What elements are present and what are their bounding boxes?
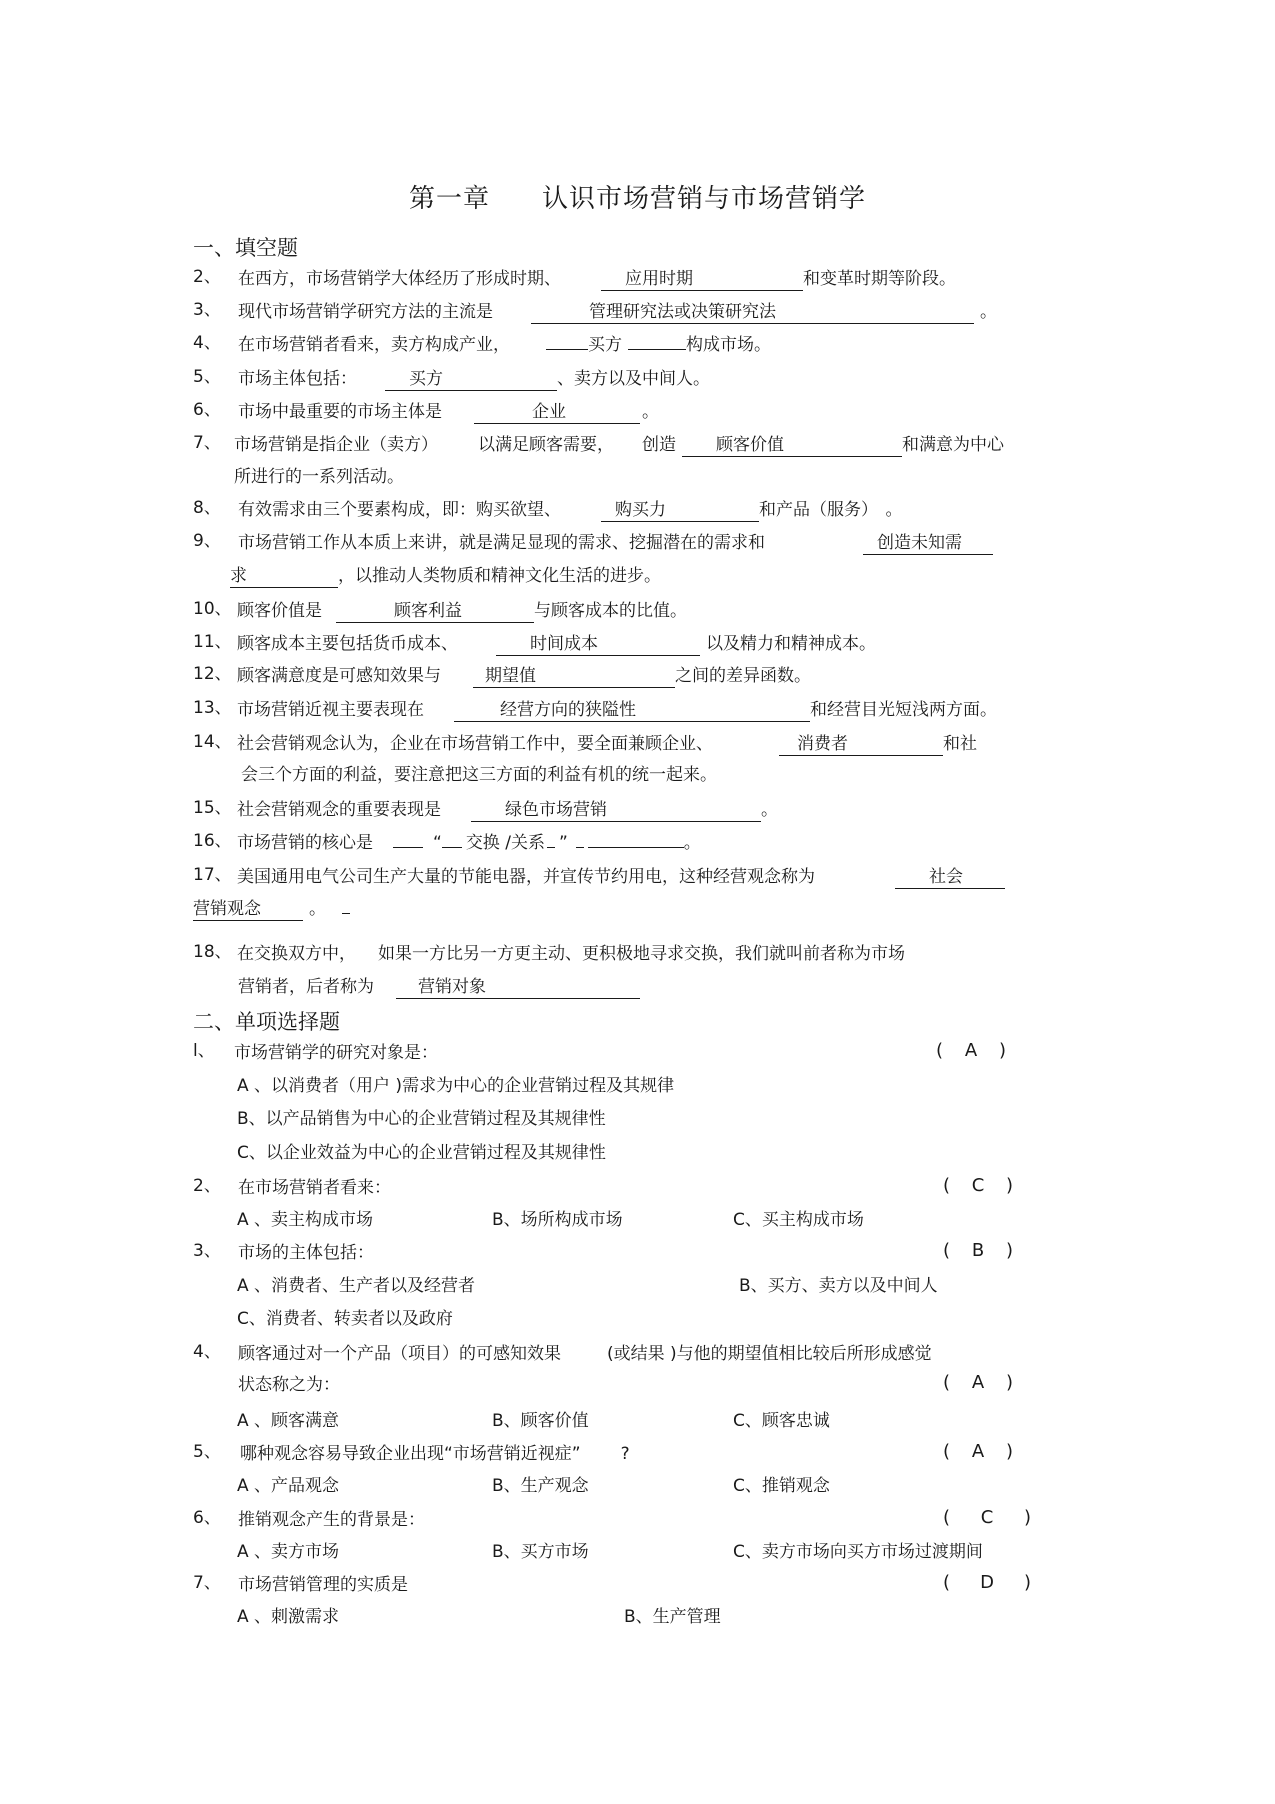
- fill-question-4: 在市场营销者看来，卖方构成产业， 买方 构成市场。: [238, 335, 771, 355]
- answer-blank: 经营方向的狭隘性: [454, 701, 810, 722]
- option-a: A 、刺激需求: [237, 1607, 340, 1627]
- answer-letter: C: [980, 1507, 994, 1528]
- option-b: B、买方市场: [492, 1542, 589, 1562]
- question-number: 9、: [193, 531, 221, 551]
- fill-question-14: 社会营销观念认为，企业在市场营销工作中，要全面兼顾企业、 消费者 和社: [237, 734, 977, 754]
- answer-paren: ( A ): [943, 1441, 1014, 1462]
- answer-blank: 期望值: [473, 667, 675, 688]
- fill-question-18: 在交换双方中， 如果一方比另一方更主动、更积极地寻求交换，我们就叫前者称为市场: [237, 944, 905, 964]
- mc-question-1: 市场营销学的研究对象是：: [234, 1043, 438, 1063]
- question-number: 3、: [193, 1241, 221, 1261]
- section-heading-fill: 一、填空题: [193, 236, 298, 260]
- question-number: 17、: [193, 865, 232, 885]
- mc-question-6: 推销观念产生的背景是：: [238, 1510, 425, 1530]
- section-heading-choice: 二、单项选择题: [193, 1010, 340, 1034]
- fill-question-12: 顾客满意度是可感知效果与 期望值 之间的差异函数。: [237, 666, 811, 686]
- answer-blank: 买方: [385, 370, 557, 391]
- mc-question-5: 哪种观念容易导致企业出现“市场营销近视症” ?: [240, 1444, 630, 1464]
- answer-blank: 应用时期: [601, 270, 803, 291]
- answer-paren: ( A ): [936, 1040, 1007, 1061]
- answer-blank: 社会: [895, 868, 1005, 889]
- answer-blank: 营销对象: [396, 978, 640, 999]
- answer-letter: D: [980, 1572, 994, 1593]
- option-b: B、场所构成市场: [492, 1210, 623, 1230]
- question-number: 2、: [193, 1176, 221, 1196]
- answer-blank: 营销观念: [193, 900, 303, 921]
- fill-question-9-cont: 求 ，以推动人类物质和精神文化生活的进步。: [230, 566, 661, 586]
- option-a: A 、顾客满意: [237, 1411, 340, 1431]
- answer-text: 买方: [588, 335, 622, 355]
- answer-letter: A: [971, 1441, 985, 1462]
- mc-question-4: 顾客通过对一个产品（项目）的可感知效果 (或结果 )与他的期望值相比较后所形成感觉: [238, 1344, 932, 1364]
- question-number: 15、: [193, 798, 232, 818]
- option-c: C、以企业效益为中心的企业营销过程及其规律性: [237, 1143, 606, 1163]
- question-number: 11、: [193, 632, 232, 652]
- question-number: 3、: [193, 300, 221, 320]
- question-number: 16、: [193, 831, 232, 851]
- option-c: C、消费者、转卖者以及政府: [237, 1309, 453, 1329]
- answer-text: “: [433, 833, 442, 853]
- question-number: 10、: [193, 599, 232, 619]
- question-number: 7、: [193, 1573, 221, 1593]
- fill-question-17-cont: 营销观念 。: [193, 898, 350, 921]
- question-number: 2、: [193, 267, 221, 287]
- fill-question-2: 在西方，市场营销学大体经历了形成时期、 应用时期 和变革时期等阶段。: [238, 269, 956, 289]
- question-number: 6、: [193, 400, 221, 420]
- page-title: [0, 178, 1275, 215]
- option-c: C、买主构成市场: [733, 1210, 864, 1230]
- fill-question-9: 市场营销工作从本质上来讲，就是满足显现的需求、挖掘潜在的需求和 创造未知需: [238, 532, 993, 555]
- fill-question-17: 美国通用电气公司生产大量的节能电器，并宣传节约用电，这种经营观念称为 社会: [237, 866, 1005, 889]
- answer-blank: 顾客价值: [682, 436, 902, 457]
- question-number: 6、: [193, 1508, 221, 1528]
- option-b: B、买方、卖方以及中间人: [739, 1276, 938, 1296]
- question-number: 12、: [193, 664, 232, 684]
- question-number: 7、: [193, 433, 221, 453]
- fill-question-14-cont: 会三个方面的利益，要注意把这三方面的利益有机的统一起来。: [241, 765, 717, 785]
- fill-question-13: 市场营销近视主要表现在 经营方向的狭隘性 和经营目光短浅两方面。: [237, 700, 997, 720]
- answer-letter: C: [971, 1175, 985, 1196]
- question-number: 4、: [193, 333, 221, 353]
- option-a: A 、卖方市场: [237, 1542, 340, 1562]
- option-b: B、以产品销售为中心的企业营销过程及其规律性: [237, 1109, 606, 1129]
- mc-question-4-cont: 状态称之为：: [238, 1375, 340, 1395]
- answer-blank: 时间成本: [496, 635, 700, 656]
- answer-blank: 购买力: [601, 501, 759, 522]
- fill-question-16: 市场营销的核心是 “ 交换 /关系 ” 。: [237, 833, 701, 853]
- fill-question-5: 市场主体包括： 买方 、卖方以及中间人。: [238, 369, 710, 389]
- question-number: 4、: [193, 1342, 221, 1362]
- question-number: 14、: [193, 732, 232, 752]
- option-b: B、生产观念: [492, 1476, 589, 1496]
- answer-blank: 消费者: [779, 735, 943, 756]
- option-c: C、卖方市场向买方市场过渡期间: [733, 1542, 983, 1562]
- question-number: l、: [193, 1041, 215, 1061]
- answer-blank: 绿色市场营销: [471, 801, 761, 822]
- mc-question-2: 在市场营销者看来：: [238, 1178, 391, 1198]
- answer-blank: 顾客利益: [336, 602, 534, 623]
- answer-blank: 求: [230, 567, 338, 588]
- chapter-name: 认识市场营销与市场营销学: [542, 184, 867, 214]
- option-c: C、顾客忠诚: [733, 1411, 830, 1431]
- answer-blank: 企业: [474, 403, 640, 424]
- fill-question-7-cont: 所进行的一系列活动。: [234, 467, 404, 487]
- fill-question-8: 有效需求由三个要素构成，即：购买欲望、 购买力 和产品（服务） 。: [238, 500, 903, 520]
- question-number: 8、: [193, 498, 221, 518]
- fill-question-7: 市场营销是指企业（卖方） 以满足顾客需要， 创造 顾客价值 和满意为中心: [234, 435, 1004, 455]
- option-c: C、推销观念: [733, 1476, 830, 1496]
- option-b: B、顾客价值: [492, 1411, 589, 1431]
- option-a: A 、以消费者（用户 )需求为中心的企业营销过程及其规律: [237, 1076, 675, 1096]
- fill-question-3: 现代市场营销学研究方法的主流是 管理研究法或决策研究法 。: [238, 302, 997, 322]
- option-b: B、生产管理: [624, 1607, 721, 1627]
- answer-paren: ( A ): [943, 1372, 1014, 1393]
- answer-letter: A: [964, 1040, 978, 1061]
- answer-letter: A: [971, 1372, 985, 1393]
- answer-blank: 管理研究法或决策研究法: [531, 303, 974, 324]
- answer-text: 交换 /关系: [465, 833, 545, 853]
- answer-letter: B: [971, 1240, 985, 1261]
- answer-paren: ( C ): [943, 1175, 1014, 1196]
- question-number: 13、: [193, 698, 232, 718]
- fill-question-10: 顾客价值是 顾客利益 与顾客成本的比值。: [237, 601, 687, 621]
- question-number: 5、: [193, 1442, 221, 1462]
- mc-question-3: 市场的主体包括：: [238, 1243, 374, 1263]
- fill-question-18-cont: 营销者，后者称为 营销对象: [238, 976, 640, 999]
- fill-question-15: 社会营销观念的重要表现是 绿色市场营销 。: [237, 800, 778, 820]
- option-a: A 、消费者、生产者以及经营者: [237, 1276, 476, 1296]
- option-a: A 、卖主构成市场: [237, 1210, 374, 1230]
- fill-question-11: 顾客成本主要包括货币成本、 时间成本 以及精力和精神成本。: [237, 634, 876, 654]
- answer-blank: 创造未知需: [863, 534, 993, 555]
- answer-paren: ( D ): [943, 1572, 1032, 1593]
- question-number: 18、: [193, 942, 232, 962]
- chapter-number: 第一章: [408, 184, 490, 214]
- option-a: A 、产品观念: [237, 1476, 340, 1496]
- question-number: 5、: [193, 367, 221, 387]
- fill-question-6: 市场中最重要的市场主体是 企业 。: [238, 402, 659, 422]
- answer-paren: ( B ): [943, 1240, 1014, 1261]
- answer-paren: ( C ): [943, 1507, 1032, 1528]
- mc-question-7: 市场营销管理的实质是: [238, 1575, 408, 1595]
